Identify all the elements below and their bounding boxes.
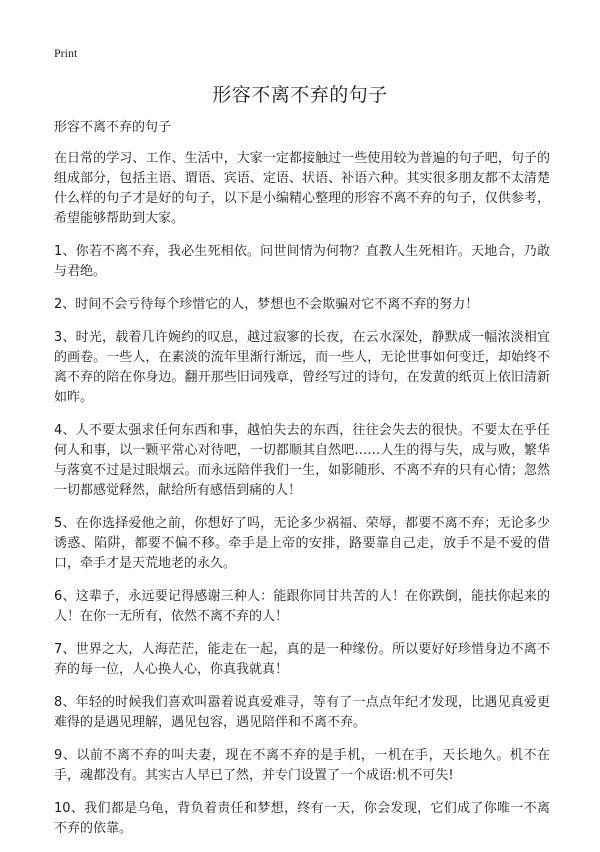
print-link[interactable]: Print bbox=[54, 46, 78, 60]
sentence-item-7: 7、世界之大，人海茫茫，能走在一起，真的是一种缘份。所以要好好珍惜身边不离不弃的每一位，人心换人心，你真我就真！ bbox=[54, 642, 550, 677]
sentence-item-10: 10、我们都是乌龟，背负着责任和梦想，终有一天，你会发现，它们成了你唯一不离不弃的依靠。 bbox=[54, 801, 550, 836]
sentence-item-9: 9、以前不离不弃的叫夫妻，现在不离不弃的是手机，一机在手，天长地久。机不在手，魂都没有。其实古人早已了然，并专门设置了一个成语:机不可失! bbox=[54, 748, 550, 783]
sentence-item-3: 3、时光，载着几许婉约的叹息，越过寂寥的长夜，在云水深处，静默成一幅浓淡相宜的画卷。一些人，在素淡的流年里渐行渐远，而一些人，无论世事如何变迁，却始终不离不弃的陪在你身边。翻开那些旧词残章，曾经写过的诗句，在发黄的纸页上依旧清新如昨。 bbox=[54, 330, 550, 405]
article-body bbox=[54, 118, 550, 852]
sentence-item-8: 8、年轻的时候我们喜欢叫嚣着说真爱难寻，等有了一点点年纪才发现，比遇见真爱更难得的是遇见理解，遇见包容，遇见陪伴和不离不弃。 bbox=[54, 695, 550, 730]
sentence-item-4: 4、人不要太强求任何东西和事，越怕失去的东西，往往会失去的很快。不要太在乎任何人和事，以一颗平常心对待吧，一切都顺其自然吧……人生的得与失，成与败，繁华与落寞不过是过眼烟云。而永远陪伴我们一生，如影随形、不离不弃的只有心情；忽然一切都感觉释然，献给所有感悟到痛的人！ bbox=[54, 423, 550, 498]
sentence-item-1: 1、你若不离不弃，我必生死相依。问世间情为何物？直教人生死相许。天地合，乃敢与君绝。 bbox=[54, 244, 550, 279]
page-title: 形容不离不弃的句子 bbox=[212, 84, 388, 106]
sentence-item-6: 6、这辈子，永远要记得感谢三种人：能跟你同甘共苦的人！在你跌倒，能扶你起来的人！在你一无所有，依然不离不弃的人！ bbox=[54, 589, 550, 624]
intro-paragraph: 在日常的学习、工作、生活中，大家一定都接触过一些使用较为普遍的句子吧，句子的组成部分，包括主语、谓语、宾语、定语、状语、补语六种。其实很多朋友都不太清楚什么样的句子才是好的句子，以下是小编精心整理的形容不离不弃的句子，仅供参考，希望能够帮助到大家。 bbox=[54, 151, 550, 226]
article-subtitle: 形容不离不弃的句子 bbox=[54, 120, 172, 135]
sentence-item-2: 2、时间不会亏待每个珍惜它的人，梦想也不会欺骗对它不离不弃的努力！ bbox=[54, 297, 479, 312]
sentence-item-5: 5、在你选择爱他之前，你想好了吗，无论多少祸福、荣辱，都要不离不弃；无论多少诱惑、陷阱，都要不偏不移。牵手是上帝的安排，路要靠自己走，放手不是不爱的借口，牵手才是天荒地老的永久。 bbox=[54, 516, 550, 571]
